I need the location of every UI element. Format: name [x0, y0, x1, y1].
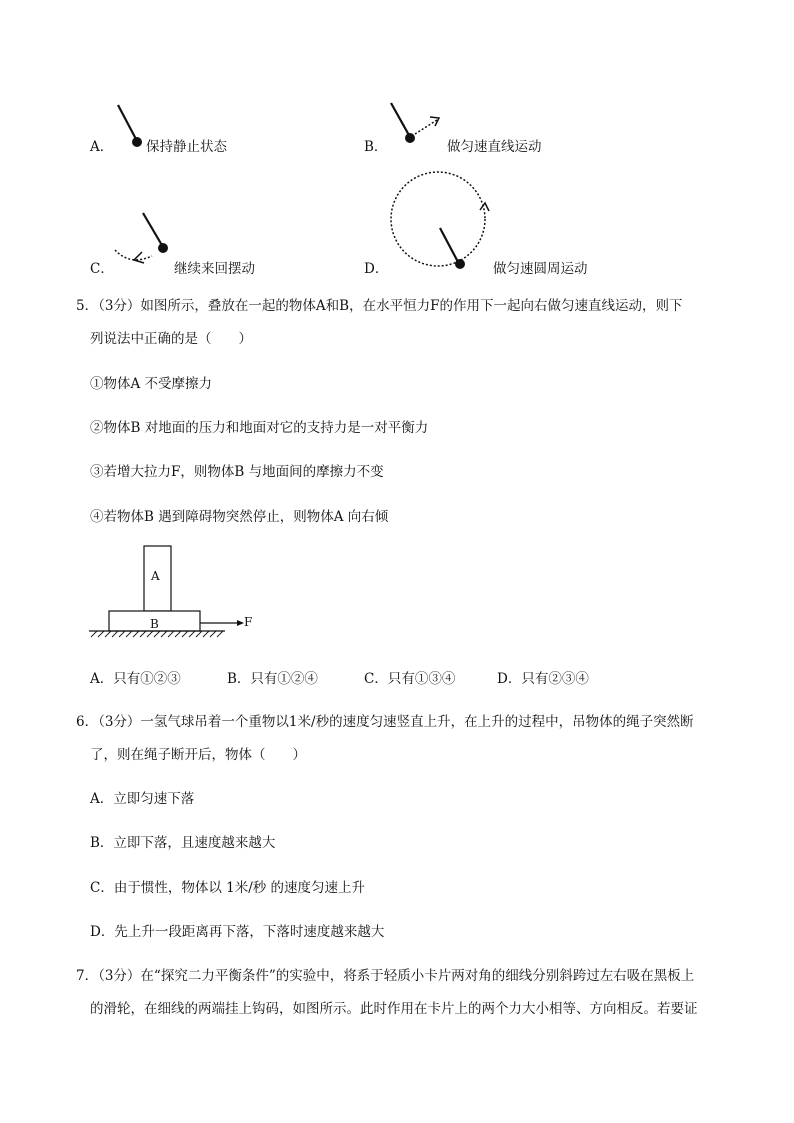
option-text: 做匀速直线运动: [447, 139, 542, 155]
option-d: D．只有②③④: [497, 671, 589, 687]
option-text: 做匀速圆周运动: [493, 261, 588, 277]
statement: ④若物体B 遇到障碍物突然停止，则物体A 向右倾: [90, 509, 389, 525]
option-c: C．只有①③④: [364, 671, 456, 687]
option-a: A．立即匀速下落: [90, 791, 195, 807]
option-label: B．: [364, 139, 388, 155]
option-label: D．: [364, 261, 389, 277]
question-stem: 6．（3分）一氢气球吊着一个重物以1米/秒的速度匀速竖直上升，在上升的过程中，吊物体的绳子突然断: [76, 714, 694, 730]
question-stem: 列说法中正确的是（ ）: [90, 331, 252, 347]
pendulum-swing-figure: [110, 210, 180, 270]
option-b: B．只有①②④: [227, 671, 318, 687]
question-stem: 5．（3分）如图所示，叠放在一起的物体A和B，在水平恒力F的作用下一起向右做匀速直线运动，则下: [76, 298, 683, 314]
blocks-diagram: [85, 540, 265, 645]
force-label: F: [244, 615, 253, 629]
option-label: C．: [90, 261, 114, 277]
option-c: C．由于惯性，物体以 1米/秒 的速度匀速上升: [90, 880, 366, 896]
block-b-label: B: [150, 617, 159, 631]
statement: ③若增大拉力F，则物体B 与地面间的摩擦力不变: [90, 464, 384, 480]
option-text: 保持静止状态: [146, 139, 227, 155]
option-label: A．: [90, 139, 114, 155]
pendulum-circular-motion-figure: [388, 170, 493, 275]
pendulum-linear-motion-figure: [385, 98, 455, 148]
question-stem: 7．（3分）在“探究二力平衡条件”的实验中，将系于轻质小卡片两对角的细线分别斜跨过左右吸在黑板上: [76, 968, 695, 984]
question-stem: 了，则在绳子断开后，物体（ ）: [90, 747, 306, 763]
option-text: 继续来回摆动: [174, 261, 255, 277]
question-stem: 的滑轮，在细线的两端挂上钩码，如图所示。此时作用在卡片上的两个力大小相等、方向相反。若要证: [90, 1001, 698, 1017]
option-d: D．先上升一段距离再下落，下落时速度越来越大: [90, 924, 385, 940]
option-a: A．只有①②③: [90, 671, 181, 687]
block-a-label: A: [151, 569, 160, 583]
statement: ①物体A 不受摩擦力: [90, 376, 213, 392]
option-b: B．立即下落，且速度越来越大: [90, 835, 276, 851]
statement: ②物体B 对地面的压力和地面对它的支持力是一对平衡力: [90, 420, 429, 436]
